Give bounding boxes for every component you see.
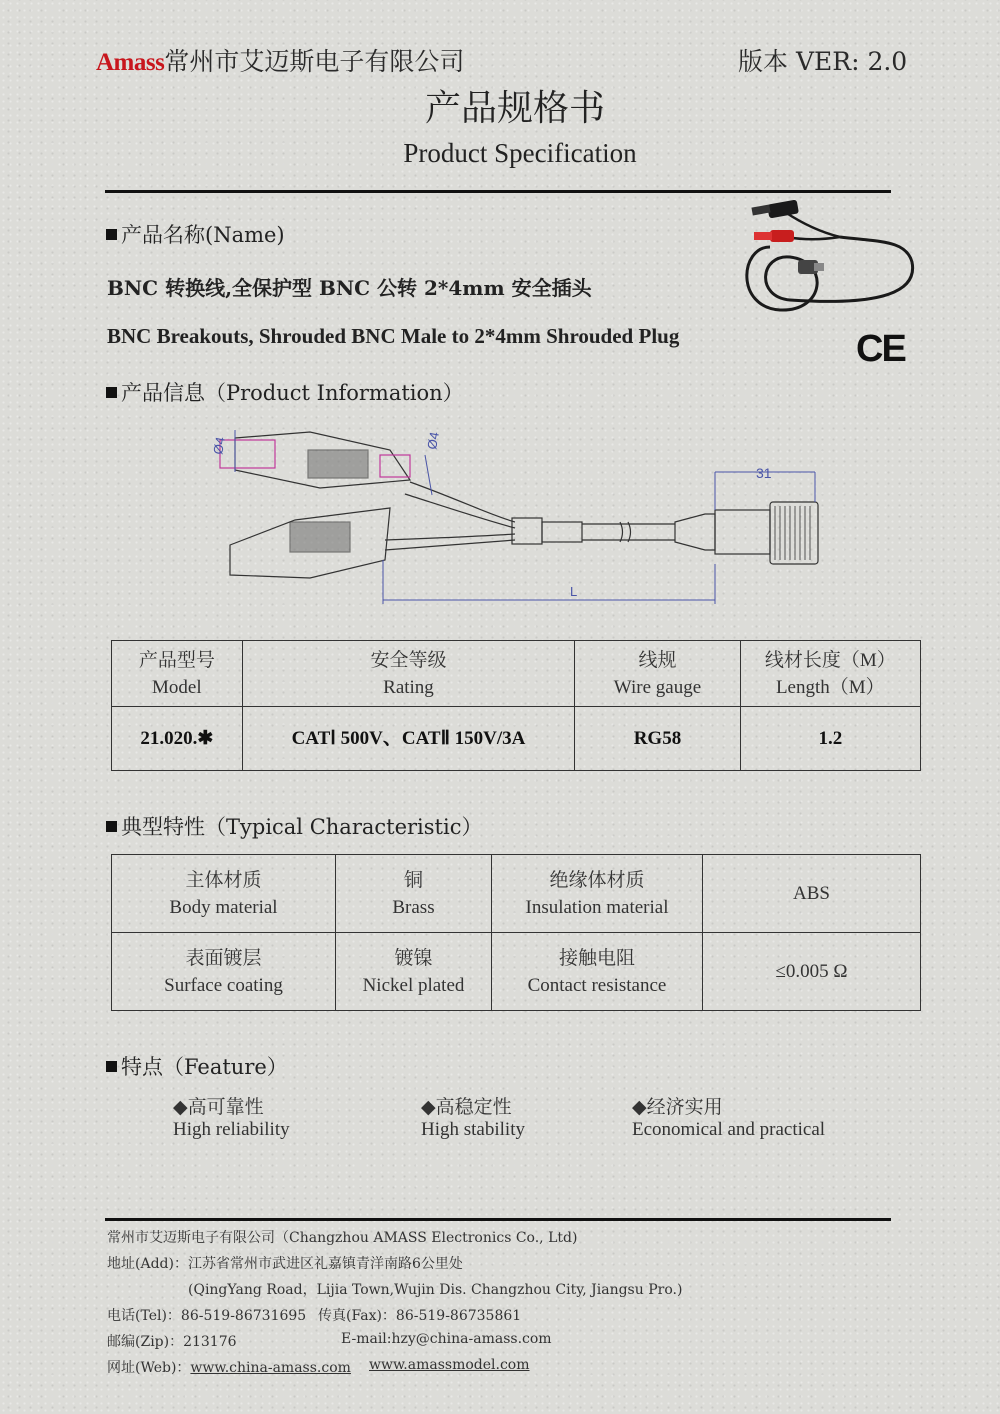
value-length: 1.2 xyxy=(740,707,920,771)
technical-drawing xyxy=(200,410,840,610)
char-label: 接触电阻 Contact resistance xyxy=(492,933,703,1011)
feature-heading: 特点（Feature） xyxy=(106,1051,288,1081)
website-link-china-amass[interactable]: www.china-amass.com xyxy=(190,1360,351,1376)
bullet-square-icon xyxy=(106,821,117,832)
char-value: ≤0.005 Ω xyxy=(703,933,921,1011)
char-label: 主体材质 Body material xyxy=(112,855,336,933)
header-length: 线材长度（M） Length（M） xyxy=(740,641,920,707)
bullet-square-icon xyxy=(106,229,117,240)
char-value: ABS xyxy=(703,855,921,933)
char-heading: 典型特性（Typical Characteristic） xyxy=(106,811,482,841)
value-wire-gauge: RG58 xyxy=(575,707,740,771)
amass-logo: Amass xyxy=(96,49,165,76)
char-label: 绝缘体材质 Insulation material xyxy=(492,855,703,933)
header-wire-gauge: 线规 Wire gauge xyxy=(575,641,740,707)
footer-web: 网址(Web)：www.china-amass.com xyxy=(107,1360,351,1376)
dim-plug-right-label: Ø4 xyxy=(424,430,442,451)
footer-company: 常州市艾迈斯电子有限公司（Changzhou AMASS Electronics Co., Ltd) xyxy=(107,1230,578,1246)
char-value: 镀镍 Nickel plated xyxy=(336,933,492,1011)
footer-divider xyxy=(105,1218,891,1221)
footer-address-en: (QingYang Road，Lijia Town,Wujin Dis. Changzhou City, Jiangsu Pro.) xyxy=(188,1282,683,1298)
feature-item: ◆高可靠性 High reliability xyxy=(173,1096,290,1140)
footer-tel: 电话(Tel)：86-519-86731695 xyxy=(107,1308,307,1324)
product-name-cn: BNC 转换线,全保护型 BNC 公转 2*4mm 安全插头 xyxy=(107,276,592,300)
value-model: 21.020.✱ xyxy=(112,707,243,771)
feature-item: ◆经济实用 Economical and practical xyxy=(632,1096,826,1140)
bullet-square-icon xyxy=(106,387,117,398)
info-heading: 产品信息（Product Information） xyxy=(106,377,464,407)
header-rating: 安全等级 Rating xyxy=(242,641,575,707)
dim-bnc-label: 31 xyxy=(756,465,772,481)
char-row xyxy=(112,855,921,933)
dim-length-label: L xyxy=(570,584,578,599)
spec-table xyxy=(111,640,921,771)
company-header xyxy=(96,42,464,78)
product-photo xyxy=(730,192,920,322)
char-value: 铜 Brass xyxy=(336,855,492,933)
company-name-cn: 常州市艾迈斯电子有限公司 xyxy=(164,47,465,76)
spec-value-row xyxy=(112,707,921,771)
feature-item: ◆高稳定性 High stability xyxy=(421,1096,525,1140)
footer-web2 xyxy=(369,1357,530,1373)
website-link-amassmodel[interactable]: www.amassmodel.com xyxy=(369,1357,530,1373)
header-model: 产品型号 Model xyxy=(112,641,243,707)
footer-address-cn: 地址(Add)：江苏省常州市武进区礼嘉镇青洋南路6公里处 xyxy=(107,1256,463,1272)
version-label: 版本 VER: 2.0 xyxy=(738,47,908,76)
footer-email: E-mail:hzy@china-amass.com xyxy=(341,1331,552,1347)
spec-header-row xyxy=(112,641,921,707)
value-rating: CATⅠ 500V、CATⅡ 150V/3A xyxy=(242,707,575,771)
bullet-square-icon xyxy=(106,1061,117,1072)
name-heading: 产品名称(Name) xyxy=(106,219,285,249)
footer-zip: 邮编(Zip)：213176 xyxy=(107,1334,237,1350)
doc-title-en: Product Specification xyxy=(403,138,637,168)
dim-plug-top-label: Ø4 xyxy=(210,435,228,456)
footer-fax: 传真(Fax)：86-519-86735861 xyxy=(318,1308,522,1324)
char-label: 表面镀层 Surface coating xyxy=(112,933,336,1011)
doc-title-cn: 产品规格书 xyxy=(424,88,605,129)
char-row xyxy=(112,933,921,1011)
ce-mark: CE xyxy=(856,328,905,370)
product-name-en: BNC Breakouts, Shrouded BNC Male to 2*4mm Shrouded Plug xyxy=(107,324,680,348)
characteristics-table xyxy=(111,854,921,1011)
